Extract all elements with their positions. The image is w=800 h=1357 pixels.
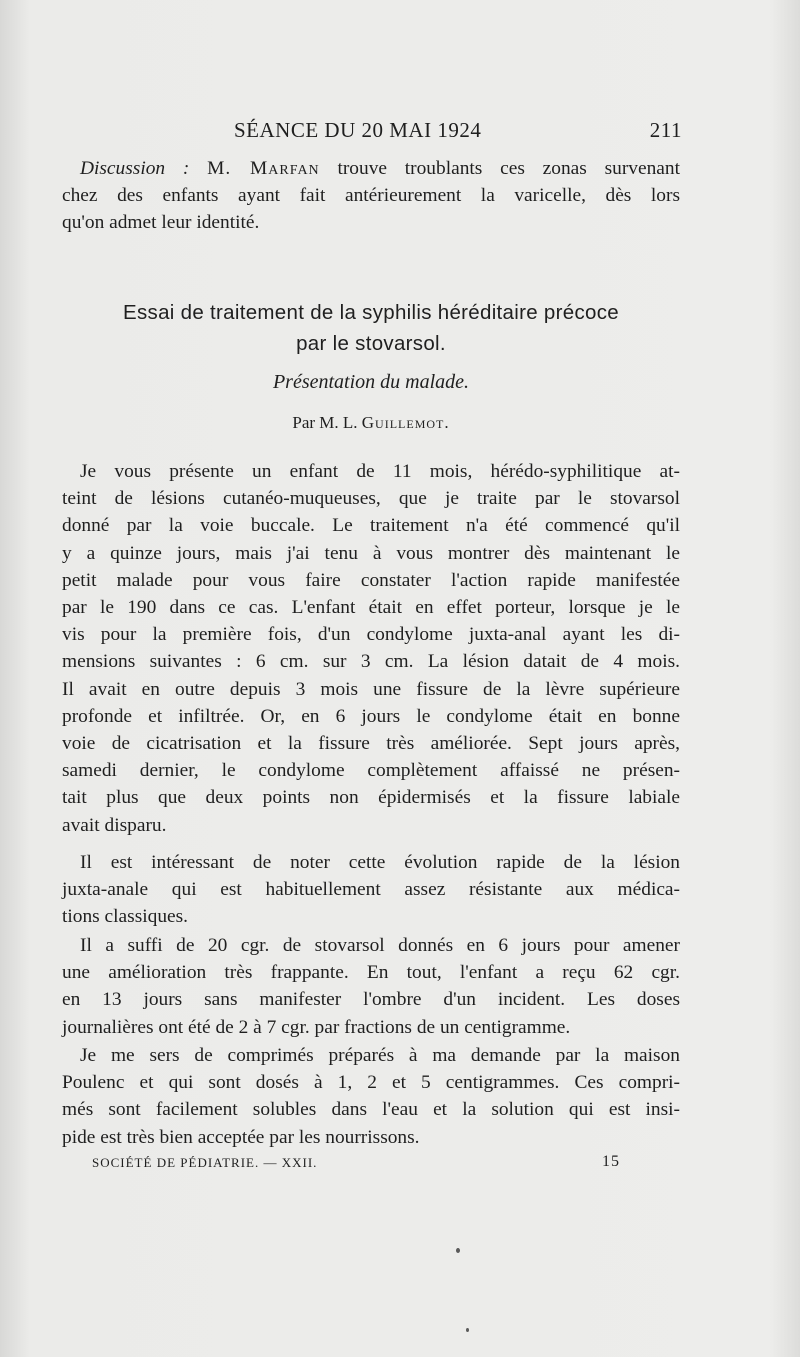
text-line: en 13 jours sans manifester l'ombre d'un incident. Les doses (62, 989, 680, 1011)
signature-mark: 15 (602, 1153, 620, 1170)
text-line: Poulenc et qui sont dosés à 1, 2 et 5 centigrammes. Ces compri- (62, 1072, 680, 1094)
discussion-paragraph (62, 155, 680, 237)
text-line: avait disparu. (62, 814, 167, 836)
text-line: Il a suffi de 20 cgr. de stovarsol donnés en 6 jours pour amener (80, 935, 680, 956)
text-line: Je vous présente un enfant de 11 mois, hérédo-syphilitique at- (80, 461, 680, 482)
text-line: Discussion : M. Marfan trouve troublants ces zonas survenant (80, 158, 680, 179)
text-line: journalières ont été de 2 à 7 cgr. par fractions de un centigramme. (62, 1016, 571, 1038)
ink-speck (456, 1248, 460, 1253)
title-line: Essai de traitement de la syphilis héréditaire précoce (123, 301, 619, 324)
text-line: profonde et infiltrée. Or, en 6 jours le condylome était en bonne (62, 705, 680, 727)
footer-text: SOCIÉTÉ DE PÉDIATRIE. — XXII. (92, 1155, 318, 1170)
discussion-speaker: M. Marfan (207, 158, 320, 179)
title-line: par le stovarsol. (296, 332, 446, 355)
text-line: une amélioration très frappante. En tout, l'enfant a reçu 62 cgr. (62, 962, 680, 984)
page-number: 211 (649, 118, 682, 142)
text-line: petit malade pour vous faire constater l'action rapide manifestée (62, 569, 680, 591)
article-author: Par M. L. Guillemot. (292, 413, 450, 432)
ink-speck (466, 1328, 469, 1332)
body-paragraph-2 (62, 849, 680, 931)
text-line: y a quinze jours, mais j'ai tenu à vous montrer dès maintenant le (62, 542, 680, 564)
body-paragraph-3 (62, 932, 680, 1041)
body-paragraph-1 (62, 458, 680, 839)
text-line: vis pour la première fois, d'un condylome juxta-anal ayant les di- (62, 624, 680, 646)
text-line: juxta-anale qui est habituellement assez résistante aux médica- (62, 879, 680, 901)
discussion-label: Discussion : (80, 158, 190, 179)
text-line: voie de cicatrisation et la fissure très améliorée. Sept jours après, (62, 733, 680, 755)
page-footer (92, 1155, 620, 1171)
article-title (62, 297, 680, 359)
text-line: donné par la voie buccale. Le traitement n'a été commencé qu'il (62, 515, 680, 537)
text-line: mensions suivantes : 6 cm. sur 3 cm. La lésion datait de 4 mois. (62, 651, 680, 673)
text-line: més sont facilement solubles dans l'eau et la solution qui est insi- (62, 1099, 680, 1121)
text-line: qu'on admet leur identité. (62, 212, 260, 234)
text-line: par le 190 dans ce cas. L'enfant était en effet porteur, lorsque je le (62, 597, 680, 619)
text-line: Il avait en outre depuis 3 mois une fissure de la lèvre supérieure (62, 678, 680, 700)
text-line: tions classiques. (62, 906, 189, 928)
text-line: pide est très bien acceptée par les nourrissons. (62, 1126, 420, 1148)
text-line: chez des enfants ayant fait antérieurement la varicelle, dès lors (62, 185, 680, 207)
text-line: Je me sers de comprimés préparés à ma demande par la maison (80, 1045, 680, 1066)
text-line: tait plus que deux points non épidermisés et la fissure labiale (62, 787, 680, 809)
text-line: Il est intéressant de noter cette évolution rapide de la lésion (80, 852, 680, 873)
body-paragraph-4 (62, 1042, 680, 1151)
text-line: samedi dernier, le condylome complètement affaissé ne présen- (62, 760, 680, 782)
text-line: teint de lésions cutanéo-muqueuses, que je traite par le stovarsol (62, 488, 680, 510)
running-title: SÉANCE DU 20 MAI 1924 (234, 118, 482, 142)
article-subtitle: Présentation du malade. (272, 371, 470, 393)
